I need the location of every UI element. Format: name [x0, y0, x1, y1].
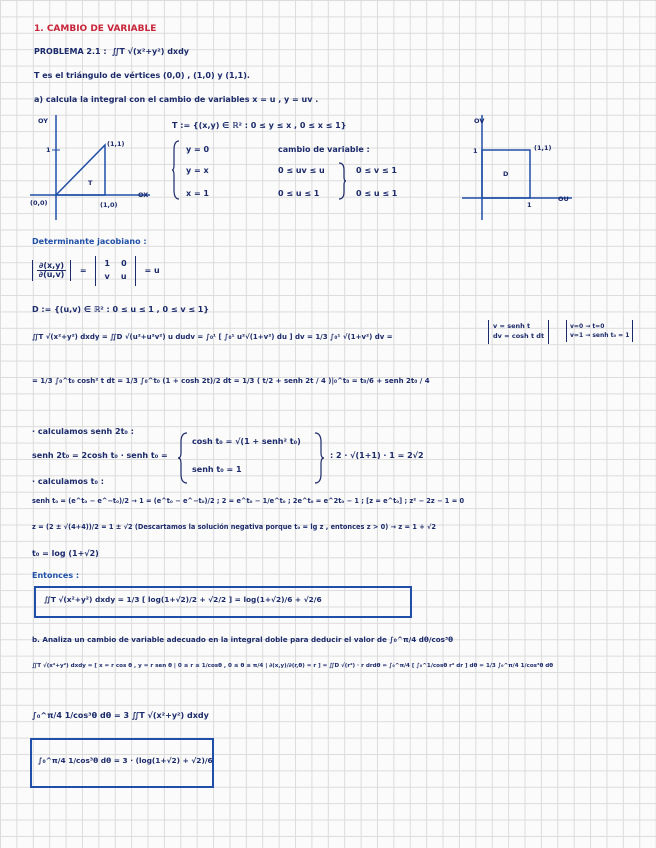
limit-1: v=0 → t=0: [570, 323, 605, 330]
boundary-2: y = x: [186, 166, 209, 175]
corner-label: (1,1): [534, 144, 552, 152]
calc-t0-expression: senh t₀ = (e^t₀ − e^−t₀)/2 → 1 = (e^t₀ − e^−t₀)/2 ; 2 = e^t₀ − 1/e^t₀ ; 2e^t₀ = e^2t₀ − 1 ; [z = e^t₀] ; z² − 2z − 1 = 0: [32, 497, 465, 505]
right-tick-y: 1: [473, 147, 478, 155]
calc-senh-expression: senh 2t₀ = 2cosh t₀ · senh t₀ =: [32, 451, 168, 460]
change-right-2: 0 ≤ u ≤ 1: [356, 189, 398, 198]
section-title: 1. CAMBIO DE VARIABLE: [34, 24, 157, 34]
jacobian-result: = u: [144, 266, 160, 276]
problem-integral: ∬T √(x²+y²) dxdy: [112, 47, 190, 56]
origin-label: (0,0): [30, 199, 48, 207]
jacobian-num: ∂(x,y): [39, 261, 65, 271]
brace-left: [172, 140, 180, 200]
brace-calc-close: [314, 432, 324, 484]
left-y-axis-label: OY: [38, 117, 49, 125]
result-box-text: ∬T √(x²+y²) dxdy = 1/3 [ log(1+√2)/2 + √2/2 ] = log(1+√2)/6 + √2/6: [44, 595, 322, 604]
entonces-label: Entonces :: [32, 571, 80, 580]
square-diagram: [462, 115, 582, 225]
right-x-axis-label: OU: [558, 195, 569, 203]
matrix-21: v: [104, 271, 110, 281]
jacobian-den: ∂(u,v): [38, 270, 65, 280]
part-a-statement: a) calcula la integral con el cambio de variables x = u , y = uv .: [34, 95, 319, 104]
jacobian-expression: $\frac{\partial(x,y)}{\partial(u,v)}$ = 1 0 v u = u: [32, 256, 160, 286]
right-vertex-label: (1,0): [100, 201, 118, 209]
region-t-label: T: [88, 179, 93, 187]
triangle-diagram: [30, 115, 150, 225]
limits-box: [566, 320, 633, 342]
right-y-axis-label: OV: [474, 117, 485, 125]
calc-senh-result: : 2 · √(1+1) · 1 = 2√2: [330, 451, 424, 460]
sub-row-2: dv = cosh t dt: [493, 331, 545, 340]
calc-brace-2: senh t₀ = 1: [192, 465, 242, 474]
calc-brace-1: cosh t₀ = √(1 + senh² t₀): [192, 437, 301, 446]
calc-z-solution: z = (2 ± √(4+4))/2 = 1 ± √2 (Descartamos la solución negativa porque t₀ = lg z , entonces z > 0) → z = 1 + √2: [32, 523, 437, 531]
part-b-statement: b. Analiza un cambio de variable adecuado en la integral doble para deducir el valor de ∫₀^π/4 dθ/cos³θ: [32, 635, 454, 644]
matrix-22: u: [120, 271, 127, 281]
boundary-1: y = 0: [186, 145, 210, 154]
calc-senh-title: · calculamos senh 2t₀ :: [32, 427, 134, 436]
boundary-3: x = 1: [186, 189, 209, 198]
sub-row-1: v = senh t: [493, 322, 531, 330]
change-left-2: 0 ≤ u ≤ 1: [278, 189, 320, 198]
problem-statement: T es el triángulo de vértices (0,0) , (1,0) y (1,1).: [34, 71, 250, 80]
top-vertex-label: (1,1): [107, 140, 125, 148]
change-of-variable-label: cambio de variable :: [278, 145, 370, 154]
left-x-axis-label: OX: [138, 191, 149, 199]
calc-t0-title: · calculamos t₀ :: [32, 477, 104, 486]
change-left-1: 0 ≤ uv ≤ u: [278, 166, 325, 175]
polar-change-line: ∬T √(x²+y²) dxdy = [ x = r cos θ , y = r sen θ | 0 ≤ r ≤ 1/cosθ , 0 ≤ θ ≤ π/4 | ∂(x,y)/∂(r,θ) = r ] = ∬D √(r²) · r drdθ = ∫₀^π/4 [ ∫₀^1/cosθ r² dr ] dθ = 1/3 ∫₀^π/4 1/cos³θ dθ: [32, 663, 554, 669]
region-definition: T := {(x,y) ∈ ℝ² : 0 ≤ y ≤ x , 0 ≤ x ≤ 1}: [172, 121, 347, 130]
final-result-text: ∫₀^π/4 1/cos³θ dθ = 3 · (log(1+√2) + √2)/6: [38, 756, 213, 765]
integral-result-chain: = 1/3 ∫₀^t₀ cosh² t dt = 1/3 ∫₀^t₀ (1 + cosh 2t)/2 dt = 1/3 ( t/2 + senh 2t / 4 )|₀^t₀ = t₀/6 + senh 2t₀ / 4: [32, 377, 430, 385]
calc-t0-value: t₀ = log (1+√2): [32, 549, 99, 558]
substitution-box: [488, 320, 549, 344]
left-tick-label: 1: [46, 146, 51, 154]
matrix-12: 0: [121, 259, 127, 268]
change-right-1: 0 ≤ v ≤ 1: [356, 166, 397, 175]
brace-right: [338, 162, 346, 200]
integral-chain: ∬T √(x²+y²) dxdy = ∬D √(u²+u²v²) u dudv = ∫₀¹ [ ∫₀¹ u²√(1+v²) du ] dv = 1/3 ∫₀¹ √(1+v²) dv =: [32, 333, 393, 341]
matrix-11: 1: [104, 259, 110, 268]
limit-2: v=1 → senh t₀ = 1: [570, 332, 630, 339]
brace-calc: [178, 432, 188, 484]
region-d-label: D: [503, 170, 509, 178]
right-tick-x: 1: [527, 201, 532, 209]
d-definition: D := {(u,v) ∈ ℝ² : 0 ≤ u ≤ 1 , 0 ≤ v ≤ 1}: [32, 305, 210, 314]
polar-line-2: ∫₀^π/4 1/cos³θ dθ = 3 ∬T √(x²+y²) dxdy: [32, 711, 209, 720]
jacobian-title: Determinante jacobiano :: [32, 237, 147, 246]
problem-label: PROBLEMA 2.1 :: [34, 47, 107, 56]
